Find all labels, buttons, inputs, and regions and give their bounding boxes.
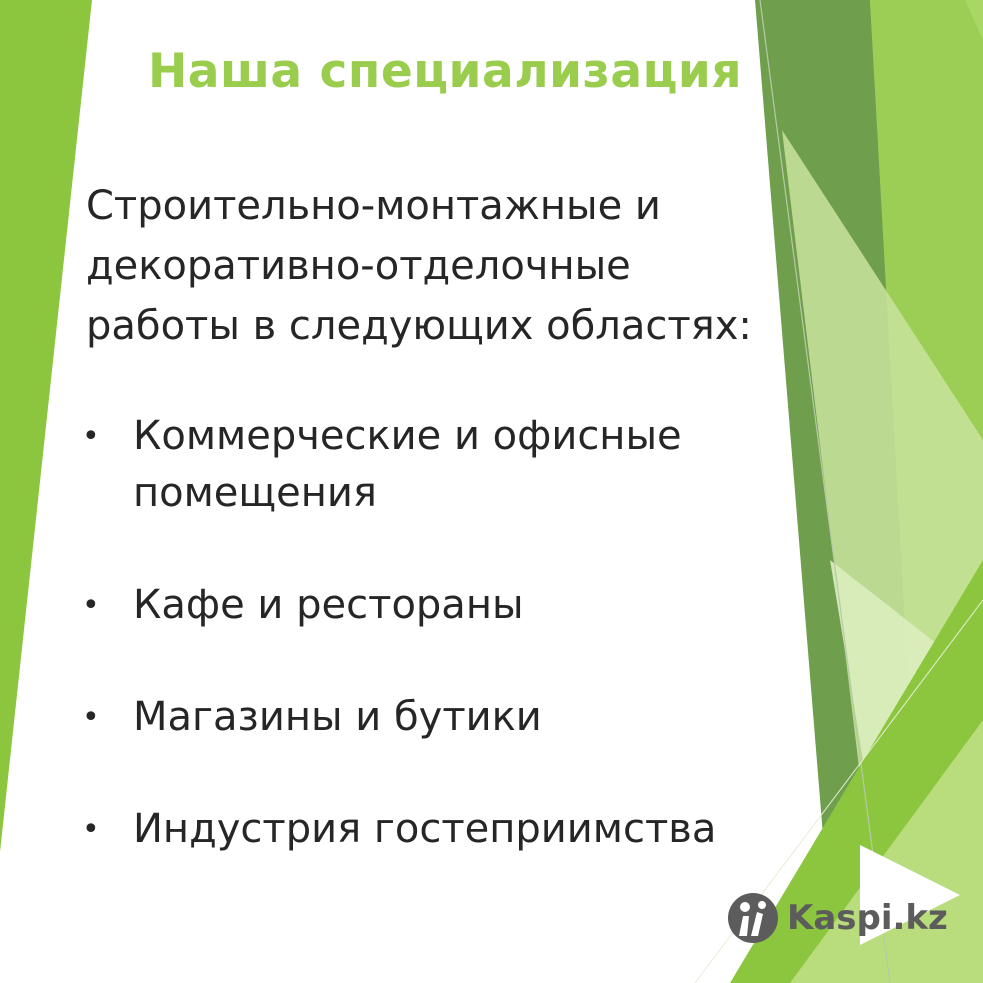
list-item-line: Кафе и рестораны xyxy=(133,582,524,628)
list-item xyxy=(82,689,806,746)
list-item-line: помещения xyxy=(133,470,377,516)
list-item-line: Коммерческие и офисные xyxy=(133,413,682,459)
intro-line: Строительно-монтажные и xyxy=(86,183,661,229)
kaspi-logo-text: Kaspi.kz xyxy=(787,898,948,938)
intro-line: работы в следующих областях: xyxy=(86,303,752,349)
kaspi-logo-icon xyxy=(727,892,779,944)
slide-content xyxy=(82,176,806,913)
list-item-line: Магазины и бутики xyxy=(133,694,542,740)
list-item xyxy=(82,577,806,634)
bullet-icon: • xyxy=(82,419,100,454)
intro-text xyxy=(86,176,806,356)
bullet-icon: • xyxy=(82,812,100,847)
left-green-wedge xyxy=(0,0,92,852)
specialization-list xyxy=(82,408,806,858)
bullet-icon: • xyxy=(82,588,100,623)
slide-title: Наша специализация xyxy=(147,44,743,99)
intro-line: декоративно-отделочные xyxy=(86,243,631,289)
list-item xyxy=(82,801,806,858)
list-item xyxy=(82,408,806,522)
list-item-line: Индустрия гостеприимства xyxy=(133,806,717,852)
bullet-icon: • xyxy=(82,700,100,735)
kaspi-watermark xyxy=(727,892,948,944)
